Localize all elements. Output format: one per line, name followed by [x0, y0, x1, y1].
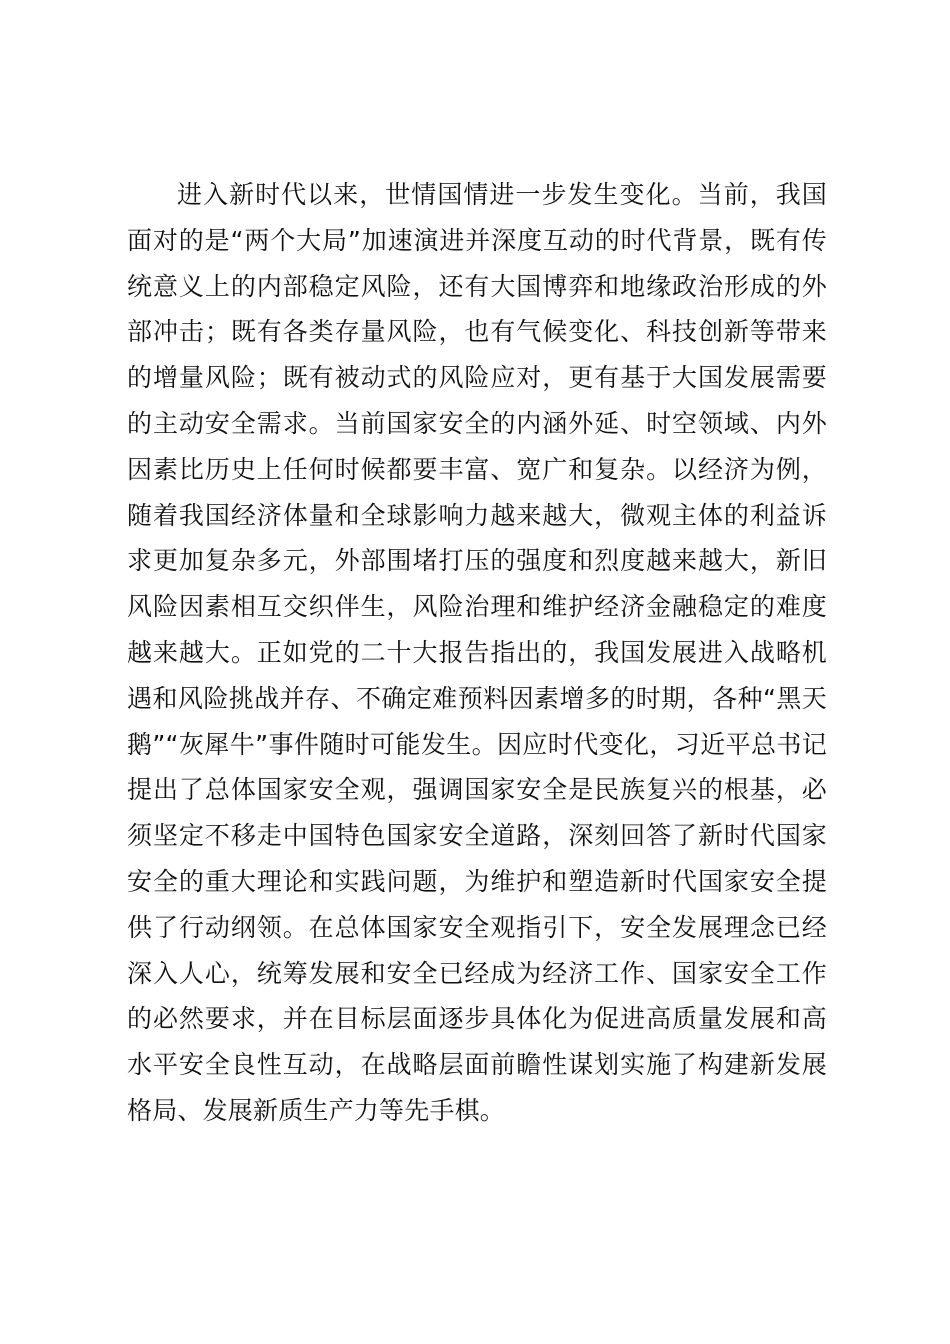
paragraph-line: 求更加复杂多元，外部围堵打压的强度和烈度越来越大，新旧	[127, 546, 827, 576]
paragraph-line: 的必然要求，并在目标层面逐步具体化为促进高质量发展和高	[127, 1004, 827, 1034]
paragraph-line: 随着我国经济体量和全球影响力越来越大，微观主体的利益诉	[127, 500, 827, 530]
paragraph-line: 风险因素相互交织伴生，风险治理和维护经济金融稳定的难度	[127, 592, 827, 622]
paragraph-line: 因素比历史上任何时候都要丰富、宽广和复杂。以经济为例，	[127, 454, 827, 484]
paragraph-line: 供了行动纲领。在总体国家安全观指引下，安全发展理念已经	[127, 912, 827, 942]
paragraph-line: 的主动安全需求。当前国家安全的内涵外延、时空领域、内外	[127, 408, 827, 438]
paragraph-line: 提出了总体国家安全观，强调国家安全是民族复兴的根基，必	[127, 775, 827, 805]
paragraph-line: 进入新时代以来，世情国情进一步发生变化。当前，我国	[177, 180, 827, 209]
paragraph-line: 须坚定不移走中国特色国家安全道路，深刻回答了新时代国家	[127, 821, 827, 851]
paragraph-line: 遇和风险挑战并存、不确定难预料因素增多的时期，各种“黑天	[127, 683, 827, 713]
paragraph-line: 安全的重大理论和实践问题，为维护和塑造新时代国家安全提	[127, 866, 827, 896]
paragraph-line: 越来越大。正如党的二十大报告指出的，我国发展进入战略机	[127, 637, 827, 667]
paragraph-line: 统意义上的内部稳定风险，还有大国博弈和地缘政治形成的外	[127, 271, 827, 301]
paragraph-line: 面对的是“两个大局”加速演进并深度互动的时代背景，既有传	[127, 225, 827, 255]
paragraph-line: 水平安全良性互动，在战略层面前瞻性谋划实施了构建新发展	[127, 1050, 827, 1080]
paragraph-line: 鹅”“灰犀牛”事件随时可能发生。因应时代变化，习近平总书记	[127, 729, 827, 759]
paragraph-line: 深入人心，统筹发展和安全已经成为经济工作、国家安全工作	[127, 958, 827, 988]
paragraph-line: 部冲击；既有各类存量风险，也有气候变化、科技创新等带来	[127, 317, 827, 347]
paragraph-line: 的增量风险；既有被动式的风险应对，更有基于大国发展需要	[127, 363, 827, 393]
body-paragraph	[127, 172, 827, 1134]
paragraph-line: 格局、发展新质生产力等先手棋。	[127, 1095, 506, 1125]
